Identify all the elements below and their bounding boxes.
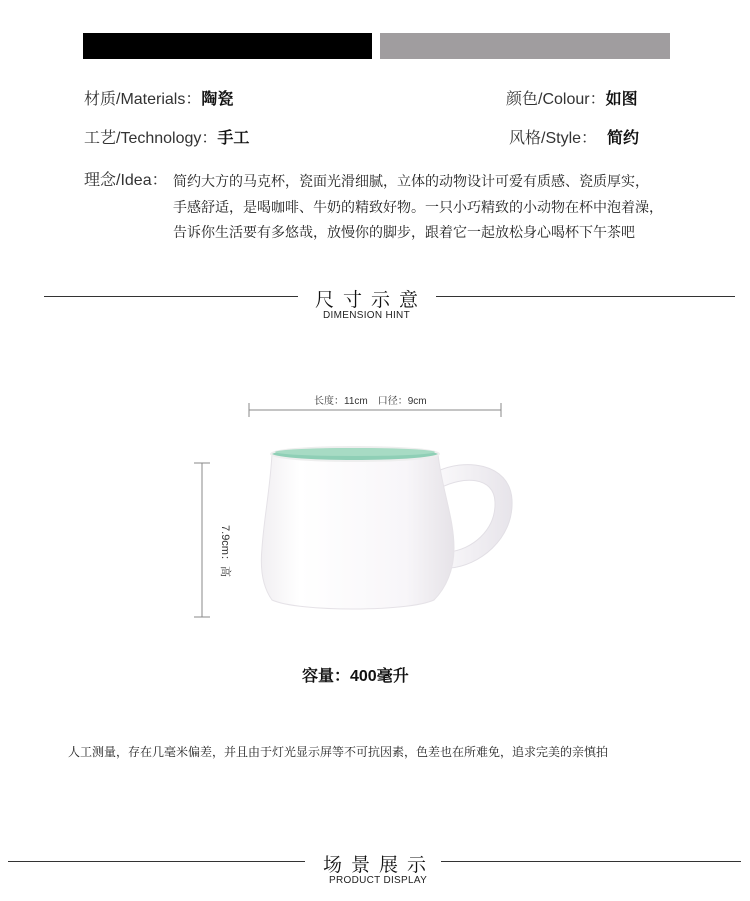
style-label: 风格/Style：: [509, 130, 598, 147]
measurement-note: 人工测量，存在几毫米偏差，并且由于灯光显示屏等不可抗因素，色差也在所难免，追求完美的亲慎拍: [68, 745, 609, 759]
height-dimension-line: [190, 460, 214, 620]
technology-value: 手工: [217, 130, 250, 147]
spec-material: [84, 90, 233, 110]
idea-line-3: 告诉你生活要有多悠哉，放慢你的脚步，跟着它一起放松身心喝杯下午茶吧: [173, 224, 635, 240]
spec-colour: [506, 90, 638, 110]
spec-technology: [84, 129, 249, 149]
idea-line-1: 简约大方的马克杯，瓷面光滑细腻，立体的动物设计可爱有质感、瓷质厚实，: [173, 173, 649, 189]
header-bar-gray: [380, 33, 670, 59]
colour-label: 颜色/Colour：: [506, 91, 606, 108]
section-title-display: 场景展示: [323, 855, 436, 876]
header-bar-black: [83, 33, 372, 59]
colour-value: 如图: [605, 91, 638, 108]
style-value: 简约: [607, 130, 640, 147]
section-title-dimension: 尺寸示意: [315, 290, 428, 311]
mug-image: [258, 440, 522, 612]
idea-label: 理念/Idea：: [84, 172, 168, 189]
divider-right-display: [441, 861, 741, 862]
section-subtitle-dimension: DIMENSION HINT: [323, 310, 410, 321]
technology-label: 工艺/Technology：: [84, 130, 218, 147]
width-dimension-line: [246, 400, 504, 420]
divider-right: [436, 296, 735, 297]
section-subtitle-display: PRODUCT DISPLAY: [329, 875, 428, 886]
width-label: 长度：11cm 口径：9cm: [314, 396, 427, 407]
material-value: 陶瓷: [201, 91, 234, 108]
divider-left-display: [8, 861, 305, 862]
idea-line-2: 手感舒适，是喝咖啡、牛奶的精致好物。一只小巧精致的小动物在杯中泡着澡，: [173, 199, 663, 215]
height-label: 7.9cm：高: [219, 525, 231, 577]
divider-left: [44, 296, 298, 297]
spec-style: [509, 129, 639, 149]
material-label: 材质/Materials：: [84, 91, 202, 108]
capacity-text: 容量：400毫升: [302, 668, 409, 685]
